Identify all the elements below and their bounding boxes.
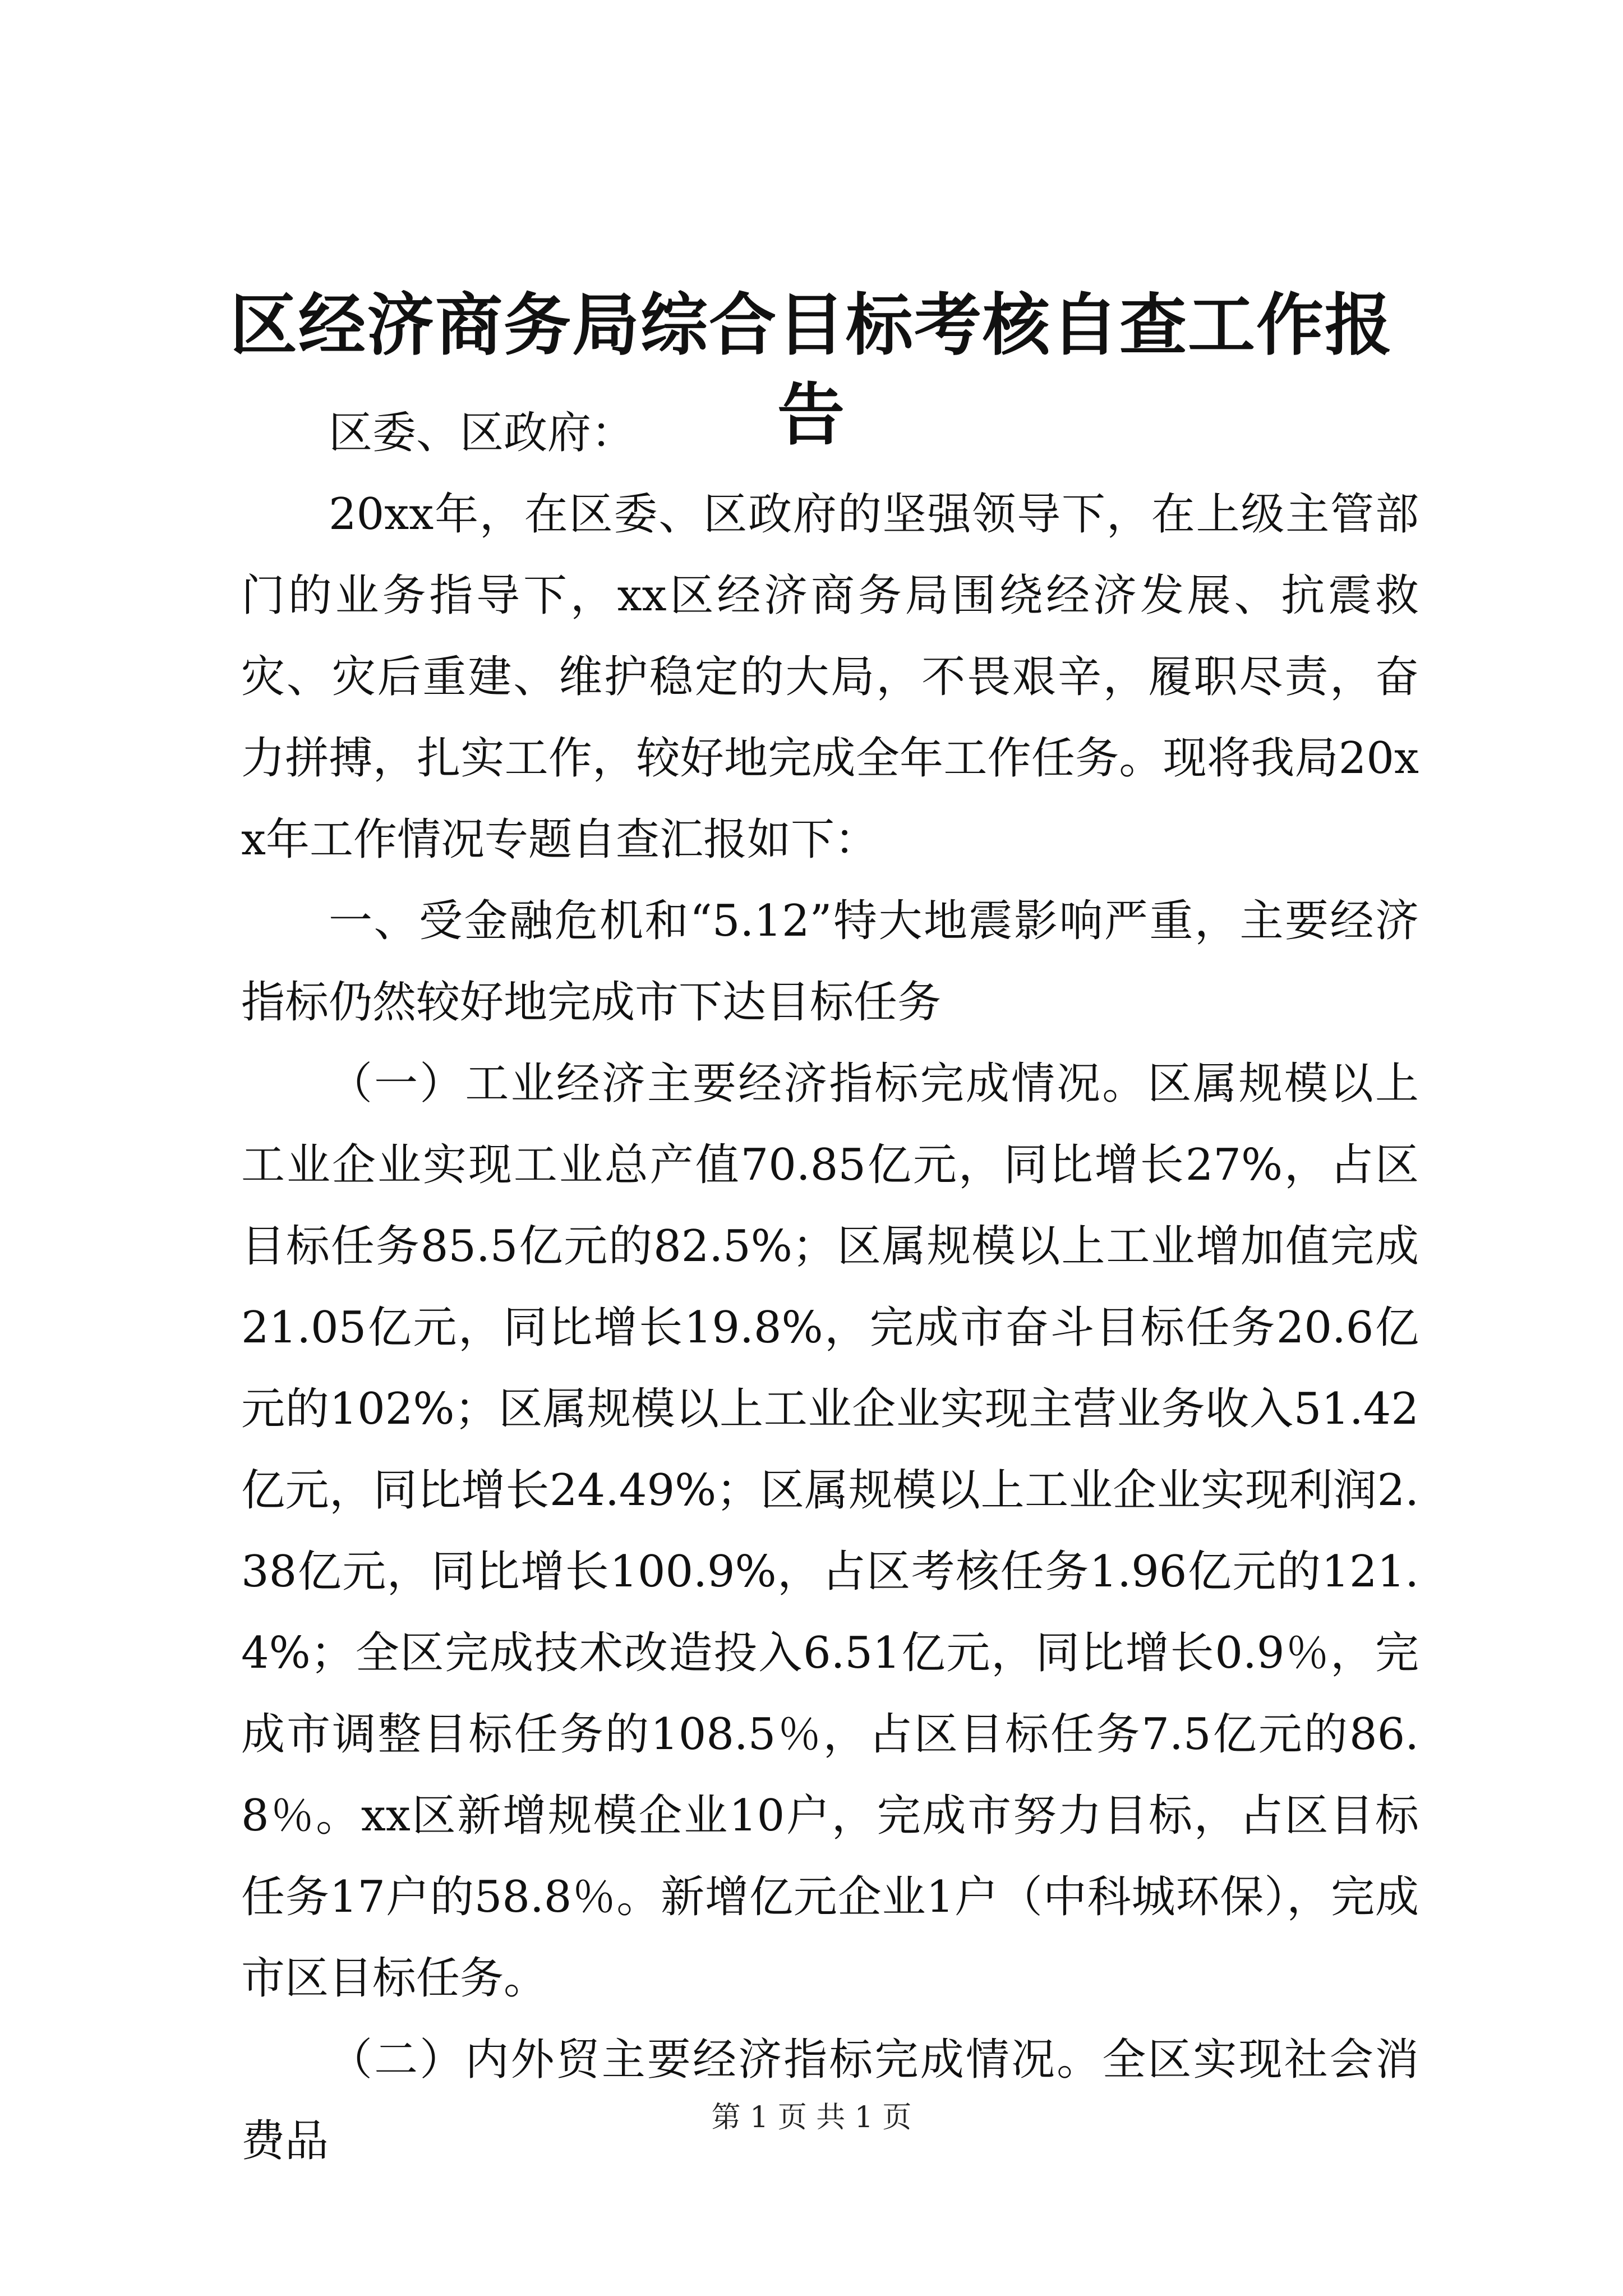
page-footer: 第 1 页 共 1 页: [711, 2101, 912, 2134]
salutation-paragraph: 区委、区政府：: [329, 408, 635, 458]
document-body: [241, 393, 1419, 2182]
intro-paragraph: 20xx年，在区委、区政府的坚强领导下，在上级主管部门的业务指导下，xx区经济商务局围绕经济发展、抗震救灾、灾后重建、维护稳定的大局，不畏艰辛，履职尽责，奋力拼搏，扎实工作，较好地完成全年工作任务。现将我局20xx年工作情况专题自查汇报如下：: [241, 489, 1419, 865]
trade-paragraph: （二）内外贸主要经济指标完成情况。全区实现社会消费品: [241, 2035, 1419, 2166]
document-title: 区经济商务局综合目标考核自查工作报告: [230, 286, 1393, 454]
industrial-economy-paragraph: （一）工业经济主要经济指标完成情况。区属规模以上工业企业实现工业总产值70.85亿元，同比增长27%，占区目标任务85.5亿元的82.5%；区属规模以上工业增加值完成21.05亿元，同比增长19.8%，完成市奋斗目标任务20.6亿元的102%；区属规模以上工业企业实现主营业务收入51.42亿元，同比增长24.49%；区属规模以上工业企业实现利润2.38亿元，同比增长100.9%，占区考核任务1.96亿元的121.4%；全区完成技术改造投入6.51亿元，同比增长0.9％，完成市调整目标任务的108.5％，占区目标任务7.5亿元的86.8％。xx区新增规模企业10户，完成市努力目标，占区目标任务17户的58.8％。新增亿元企业1户（中科城环保），完成市区目标任务。: [241, 1059, 1419, 2004]
section-one-heading: 一、受金融危机和“5.12”特大地震影响严重，主要经济指标仍然较好地完成市下达目标任务: [241, 896, 1419, 1028]
